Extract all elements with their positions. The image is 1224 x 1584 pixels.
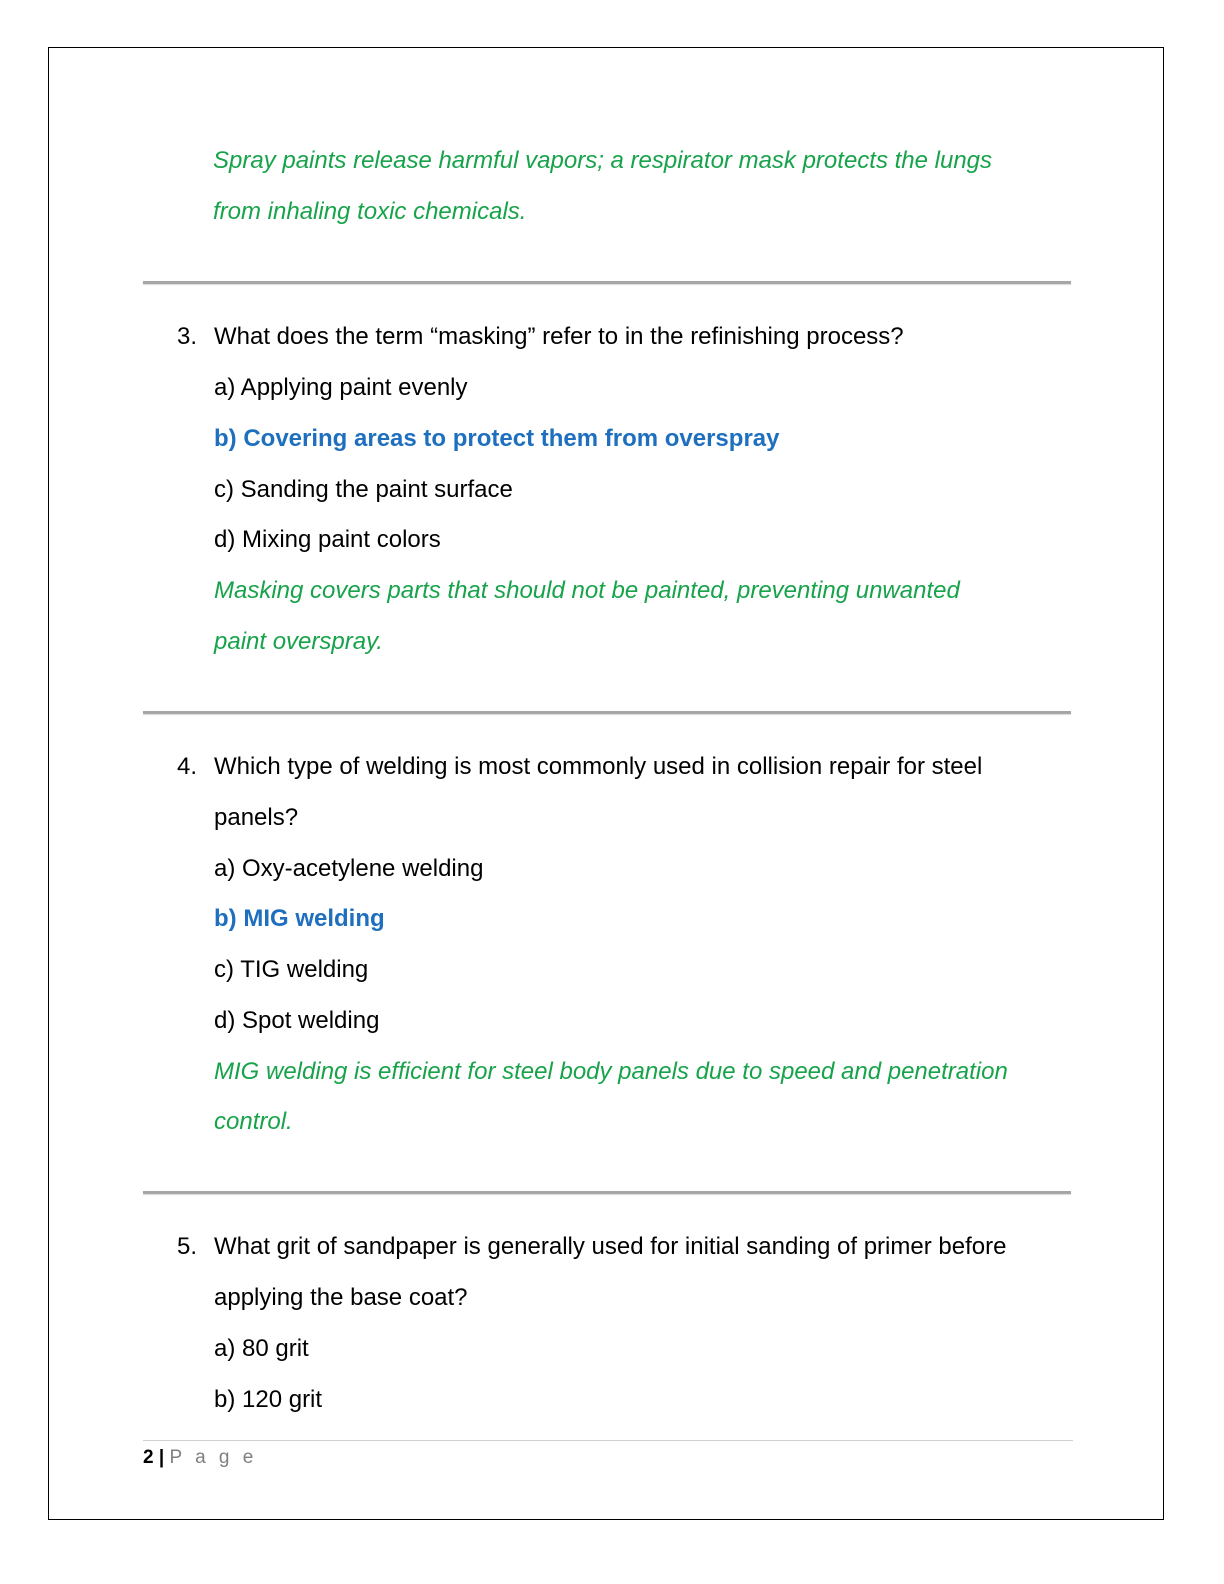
q3-explanation-line2: paint overspray. [214, 628, 383, 655]
page-label: P a g e [169, 1447, 258, 1468]
q3-explanation-line1: Masking covers parts that should not be painted, preventing unwanted [214, 577, 960, 604]
q4-option-a: a) Oxy-acetylene welding [214, 855, 484, 882]
page-number: 2 [143, 1447, 154, 1468]
q3-option-d: d) Mixing paint colors [214, 526, 441, 553]
separator [143, 281, 1071, 284]
q3-option-b-correct: b) Covering areas to protect them from overspray [214, 425, 780, 452]
q4-option-d: d) Spot welding [214, 1007, 380, 1034]
q4-number: 4. [177, 753, 198, 780]
q5-question-line2: applying the base coat? [214, 1284, 468, 1311]
q3-option-c: c) Sanding the paint surface [214, 476, 513, 503]
q4-option-c: c) TIG welding [214, 956, 369, 983]
q2-explanation-line2: from inhaling toxic chemicals. [213, 198, 527, 225]
q4-explanation-line1: MIG welding is efficient for steel body panels due to speed and penetration [214, 1058, 1008, 1085]
separator [143, 711, 1071, 714]
q3-number: 3. [177, 323, 198, 350]
q5-number: 5. [177, 1233, 198, 1260]
q4-question-line1: Which type of welding is most commonly used in collision repair for steel [214, 753, 983, 780]
q5-question-line1: What grit of sandpaper is generally used for initial sanding of primer before [214, 1233, 1007, 1260]
q4-option-b-correct: b) MIG welding [214, 905, 385, 932]
q5-option-b: b) 120 grit [214, 1386, 323, 1413]
page-footer [143, 1447, 257, 1469]
q4-question-line2: panels? [214, 804, 299, 831]
separator [143, 1191, 1071, 1194]
footer-separator: | [158, 1447, 165, 1468]
q4-explanation-line2: control. [214, 1108, 293, 1135]
footer-divider [143, 1440, 1073, 1441]
q5-option-a: a) 80 grit [214, 1335, 309, 1362]
q3-question: What does the term “masking” refer to in the refinishing process? [214, 323, 904, 350]
q2-explanation-line1: Spray paints release harmful vapors; a respirator mask protects the lungs [213, 147, 993, 174]
q3-option-a: a) Applying paint evenly [214, 374, 468, 401]
